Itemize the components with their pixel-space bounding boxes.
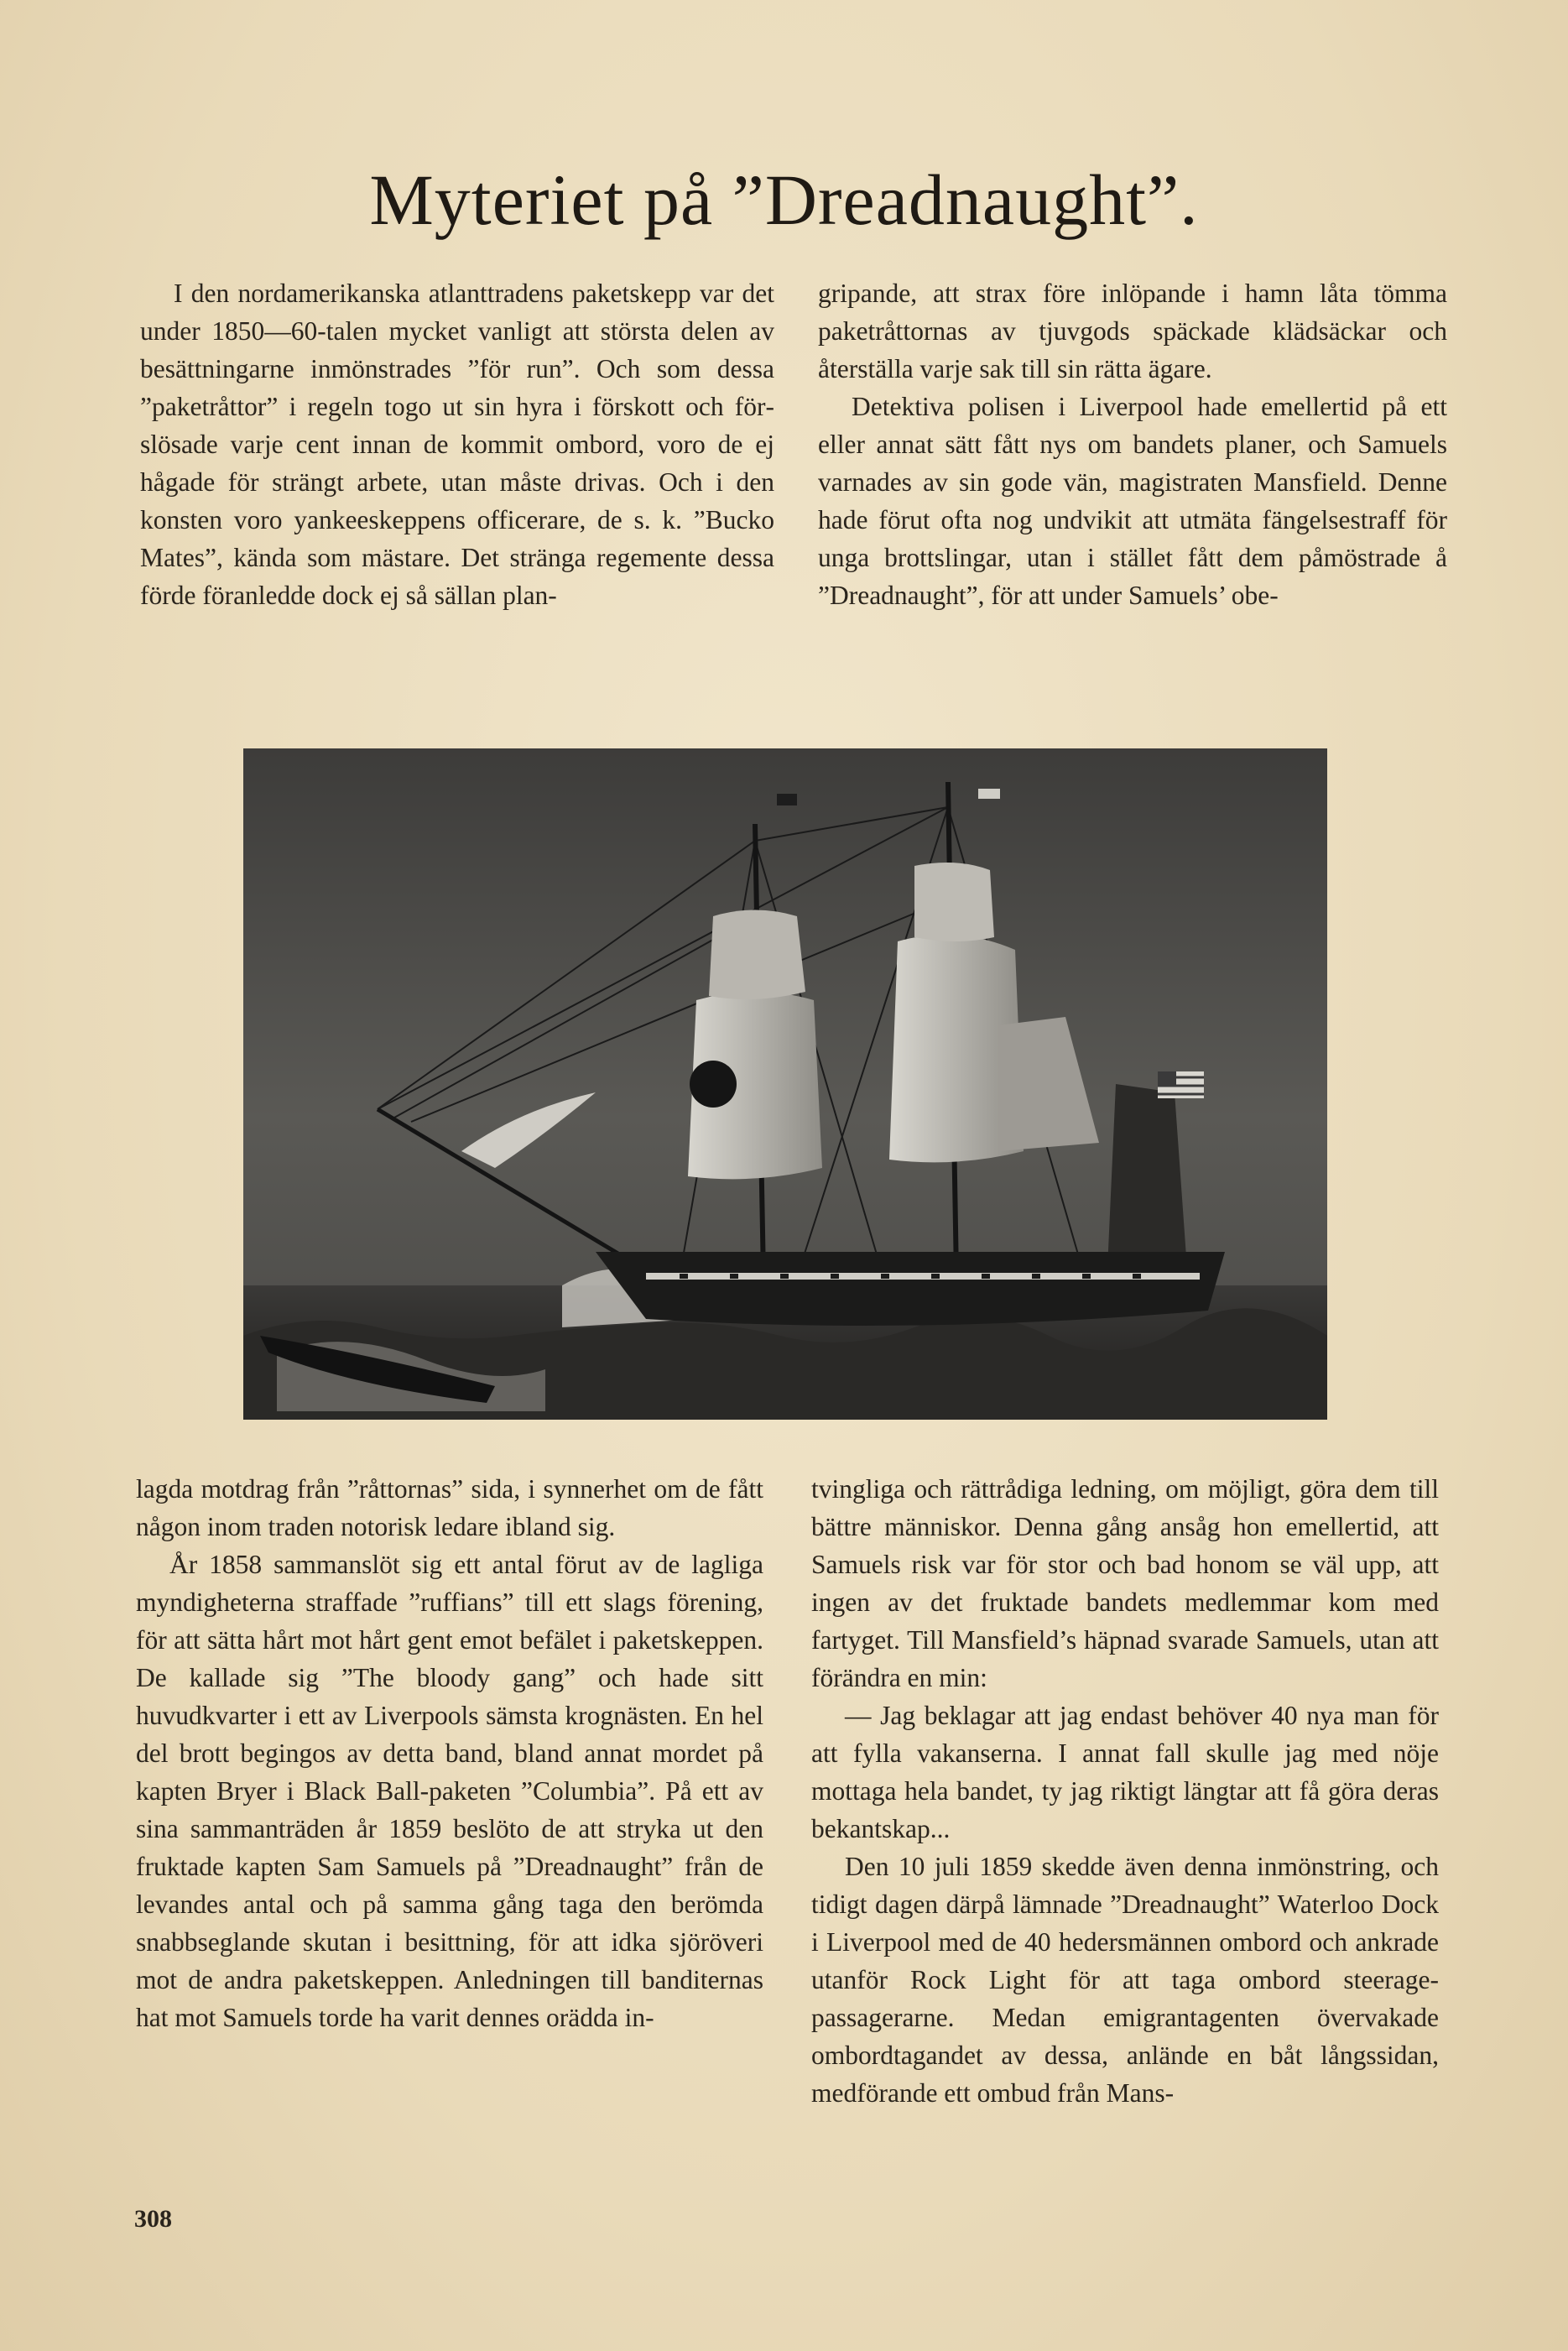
article-title: Myteriet på ”Dreadnaught”. [369, 159, 1199, 240]
ship-photograph [243, 748, 1327, 1420]
sailing-ship-illustration [243, 748, 1327, 1420]
column-top-left [140, 274, 774, 614]
paragraph: — Jag beklagar att jag endast behöver 40 nya man för att fylla vakanserna. I annat fall skulle jag med nöje mottaga hela bandet, ty jag riktigt längtar att få göra deras bekantskap... [811, 1701, 1439, 1843]
column-bottom-left [136, 1470, 763, 2036]
column-top-right [818, 274, 1447, 614]
paragraph: tvingliga och rättrådiga ledning, om möjligt, göra dem till bättre människor. Denna gång ansåg hon emellertid, att Samuels risk var för stor och bad honom se väl upp, att ingen av det fruktade bandets medlemmar kom med fartyget. Till Mansfield’s häpnad svarade Samuels, utan att förändra en min: [811, 1474, 1439, 1692]
paragraph: gripande, att strax före inlöpande i hamn låta tömma paketråttornas av tjuvgods späckade klädsäckar och återställa varje sak till sin rätta ägare. [818, 279, 1447, 383]
paragraph: lagda motdrag från ”råttornas” sida, i synnerhet om de fått någon inom traden notorisk ledare ibland sig. [136, 1474, 763, 1541]
paragraph: Detektiva polisen i Liverpool hade emellertid på ett eller annat sätt fått nys om bandets planer, och Samuels varnades av sin gode vän, magistraten Mansfield. Denne hade förut ofta nog undvikit att utmäta fängelsestraff för unga brottslingar, utan i stället fått dem påmöstrade å ”Dreadnaught”, för att under Samuels’ obe- [818, 392, 1447, 610]
paragraph: I den nordamerikanska atlanttradens paketskepp var det under 1850—60-talen mycket vanligt att största delen av besättningarne inmönstrades ”för run”. Och som dessa ”paketråttor” i regeln togo ut sin hyra i förskott och förslösade varje cent innan de kommit ombord, voro de ej hågade för strängt arbete, utan måste drivas. Och i den konsten voro yankeeskeppens officerare, de s. k. ”Bucko Mates”, kända som mästare. Det stränga regemente dessa förde föranledde dock ej så sällan plan- [140, 279, 774, 610]
column-bottom-right [811, 1470, 1439, 2112]
page-number: 308 [134, 2205, 172, 2233]
paragraph: Den 10 juli 1859 skedde även denna inmönstring, och tidigt dagen därpå lämnade ”Dreadnaught” Waterloo Dock i Liverpool med de 40 hedersmännen ombord och ankrade utanför Rock Light för att taga ombord steeragepassagerarne. Medan emigrantagenten övervakade ombordtagandet av dessa, anlände en båt långssidan, medförande ett ombud från Mans- [811, 1852, 1439, 2108]
paragraph: År 1858 sammanslöt sig ett antal förut av de lagliga myndigheterna straffade ”ruffians” till ett slags förening, för att sätta hårt mot hårt gent emot befälet i paketskeppen. De kallade sig ”The bloody gang” och hade sitt huvudkvarter i ett av Liverpools sämsta krognästen. En hel del brott begingos av detta band, bland annat mordet på kapten Bryer i Black Ball-paketen ”Columbia”. På ett av sina sammanträden år 1859 beslöto de att stryka ut den fruktade kapten Sam Samuels på ”Dreadnaught” från de levandes antal och på samma gång taga den berömda snabbseglande skutan i besittning, för att idka sjöröveri mot de andra paketskeppen. Anledningen till banditernas hat mot Samuels torde ha varit dennes orädda in- [136, 1550, 763, 2032]
